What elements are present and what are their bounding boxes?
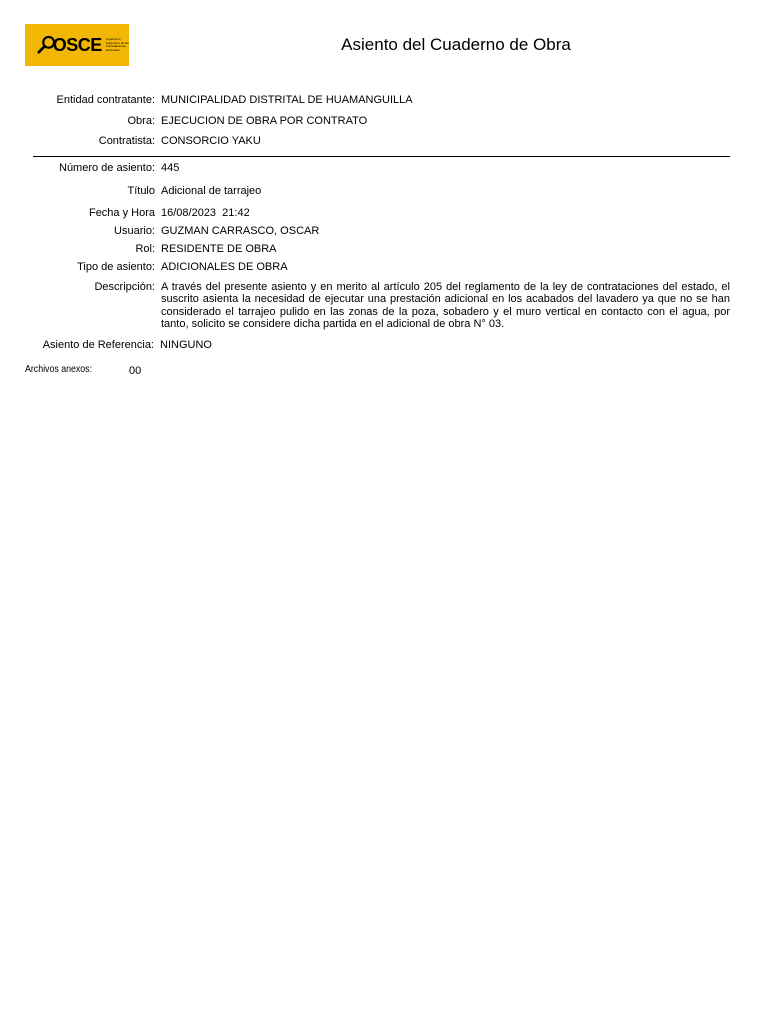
fecha-row xyxy=(0,207,730,219)
entidad-label: Entidad contratante: xyxy=(56,94,155,106)
titulo-row xyxy=(0,185,730,197)
referencia-label: Asiento de Referencia: xyxy=(42,339,154,351)
descripcion-value: A través del presente asiento y en merito al artículo 205 del reglamento de la ley de contrataciones del estado, el suscrito asienta la necesidad de ejecutar una prestación adicional en los acabados del lavadero ya que no se han considerado el tarrajeo pulido en las zonas de la poza, sobadero y el muro vertical en contacto con el agua, por tanto, solicito se considere dicha partida en el adicional de obra N° 03. xyxy=(161,281,730,331)
usuario-value: GUZMAN CARRASCO, OSCAR xyxy=(161,225,320,237)
entidad-row xyxy=(0,94,730,106)
contratista-label: Contratista: xyxy=(98,135,155,147)
obra-label: Obra: xyxy=(127,115,155,127)
numero-row xyxy=(0,162,730,174)
numero-label: Número de asiento: xyxy=(59,162,155,174)
logo-subtext: Organismo Supervisor de las Contrataciones del Estado xyxy=(105,37,129,52)
referencia-row xyxy=(0,339,212,351)
contratista-row xyxy=(0,135,730,147)
descripcion-row xyxy=(0,281,730,331)
tipo-label: Tipo de asiento: xyxy=(77,261,155,273)
tipo-value: ADICIONALES DE OBRA xyxy=(161,261,288,273)
descripcion-label: Descripción: xyxy=(94,281,155,293)
tipo-row xyxy=(0,261,730,273)
logo-text: OSCE xyxy=(52,34,102,55)
entidad-value: MUNICIPALIDAD DISTRITAL DE HUAMANGUILLA xyxy=(161,94,413,106)
divider xyxy=(33,156,730,157)
referencia-value: NINGUNO xyxy=(160,339,212,351)
anexos-label: Archivos anexos: xyxy=(25,364,93,375)
fecha-label: Fecha y Hora xyxy=(88,207,155,219)
usuario-label: Usuario: xyxy=(114,225,155,237)
numero-value: 445 xyxy=(161,162,180,174)
obra-row xyxy=(0,115,730,127)
rol-row xyxy=(0,243,730,255)
rol-label: Rol: xyxy=(135,243,155,255)
anexos-value: 00 xyxy=(129,365,142,377)
fecha-value: 16/08/2023 21:42 xyxy=(161,207,250,219)
page-title: Asiento del Cuaderno de Obra xyxy=(341,35,571,54)
usuario-row xyxy=(0,225,730,237)
titulo-value: Adicional de tarrajeo xyxy=(161,185,262,197)
contratista-value: CONSORCIO YAKU xyxy=(161,135,261,147)
rol-value: RESIDENTE DE OBRA xyxy=(161,243,277,255)
osce-logo xyxy=(25,24,129,66)
obra-value: EJECUCION DE OBRA POR CONTRATO xyxy=(161,115,368,127)
titulo-label: Título xyxy=(127,185,155,197)
